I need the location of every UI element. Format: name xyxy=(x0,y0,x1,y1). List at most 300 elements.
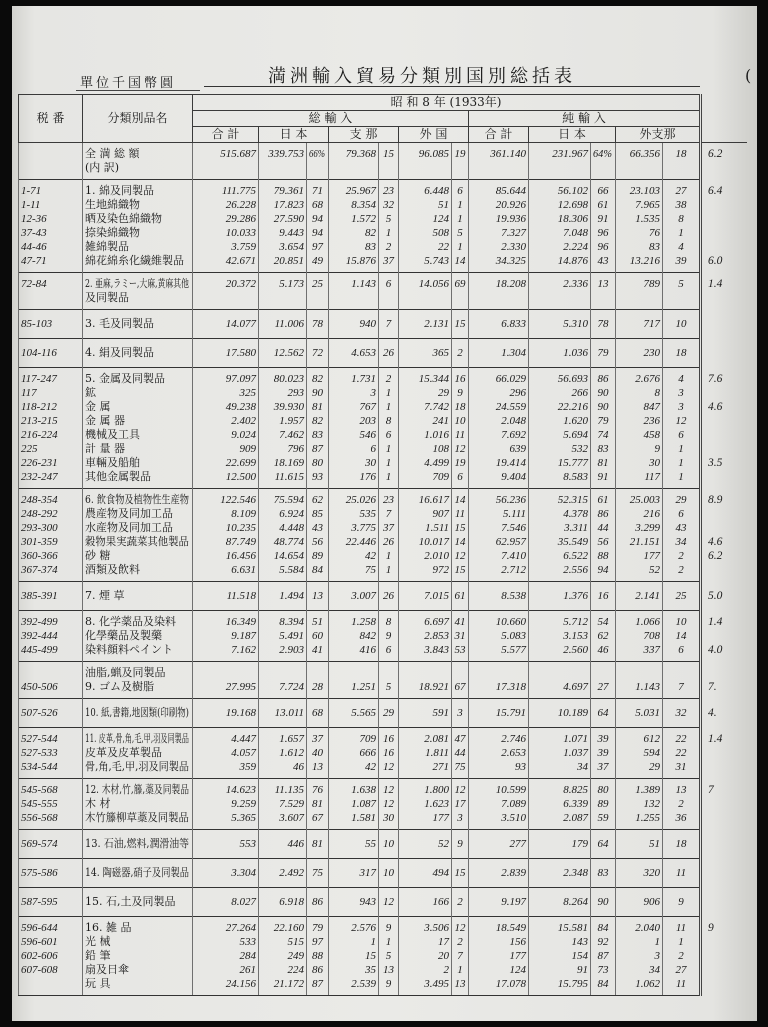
net-japan-pct-text: 86 xyxy=(597,373,609,385)
gross-foreign-pct-text: 10 xyxy=(454,415,466,427)
net-japan-pct-text: 84 xyxy=(597,978,609,990)
net-japan-pct-text: 66 xyxy=(597,185,609,197)
net-total-cell xyxy=(469,643,529,662)
net-japan-value-text: 22.216 xyxy=(557,401,588,413)
gross-japan-value-cell xyxy=(259,797,307,811)
tax-number-cell xyxy=(19,629,83,643)
gross-china-value-text: 416 xyxy=(359,644,376,656)
gross-foreign-value-text: 1.623 xyxy=(424,798,449,810)
table-row xyxy=(19,949,747,963)
gross-china-pct-text: 32 xyxy=(383,199,394,211)
gross-china-pct-cell xyxy=(379,368,399,387)
net-japan-value-text: 15.581 xyxy=(557,922,588,934)
gross-foreign-value-cell xyxy=(399,699,452,728)
table-row xyxy=(19,414,747,428)
gross-china-pct-cell xyxy=(379,830,399,859)
gross-foreign-pct-cell xyxy=(452,240,469,254)
gross-foreign-pct-cell xyxy=(452,521,469,535)
gross-foreign-pct-cell xyxy=(452,680,469,699)
net-japan-value-cell xyxy=(529,760,591,779)
table-row xyxy=(19,428,747,442)
gross-china-value-text: 35 xyxy=(365,964,376,976)
next-page-edge-text: 1.4 xyxy=(708,615,723,628)
gross-foreign-pct-text: 15 xyxy=(454,564,466,576)
net-other-pct-cell xyxy=(663,535,701,549)
net-other-pct-text: 2 xyxy=(678,798,684,810)
net-japan-value-text: 52.315 xyxy=(557,494,588,506)
gross-japan-value-cell xyxy=(259,428,307,442)
net-japan-value-text: 4.378 xyxy=(563,508,588,520)
gross-total-text: 9.187 xyxy=(231,630,256,642)
net-other-value-cell xyxy=(616,963,663,977)
net-japan-pct-text: 64% xyxy=(593,148,613,160)
net-japan-value-cell xyxy=(529,811,591,830)
gross-japan-value-text: 1.612 xyxy=(279,747,304,759)
gross-japan-pct-cell xyxy=(307,414,329,428)
gross-foreign-value-text: 20 xyxy=(438,950,449,962)
gross-japan-pct-text: 13 xyxy=(312,590,323,602)
net-total-text: 18.549 xyxy=(495,922,526,934)
gross-japan-pct-text: 86 xyxy=(312,896,323,908)
gross-foreign-value-cell xyxy=(399,386,452,400)
gross-foreign-pct-text: 7 xyxy=(457,950,463,962)
gross-foreign-value-cell xyxy=(399,339,452,368)
gross-foreign-value-cell xyxy=(399,161,452,180)
gross-foreign-pct-text: 31 xyxy=(454,630,466,642)
tax-number-text: 545-568 xyxy=(21,784,58,796)
table-row xyxy=(19,760,747,779)
net-total-text: 24.559 xyxy=(495,401,526,413)
net-japan-pct-cell xyxy=(591,428,616,442)
gross-japan-value-text: 6.918 xyxy=(279,896,304,908)
gross-foreign-value-text: 365 xyxy=(432,347,449,359)
gross-total-text: 87.749 xyxy=(225,536,256,548)
gross-foreign-value-text: 14.056 xyxy=(418,278,449,290)
gross-total-text: 14.623 xyxy=(225,784,256,796)
tax-number-cell xyxy=(19,291,83,310)
gross-japan-pct-text: 85 xyxy=(312,508,323,520)
gross-japan-pct-text: 94 xyxy=(312,213,323,225)
gross-japan-value-cell xyxy=(259,254,307,273)
gross-total-text: 9.024 xyxy=(231,429,256,441)
net-other-pct-cell xyxy=(663,339,701,368)
gross-china-value-text: 42 xyxy=(365,761,376,773)
item-name-cell xyxy=(83,963,193,977)
next-page-edge-cell xyxy=(701,198,747,212)
net-japan-pct-text: 16 xyxy=(597,590,609,602)
table-body xyxy=(19,143,747,996)
net-other-value-cell xyxy=(616,935,663,949)
gross-china-value-text: 535 xyxy=(359,508,376,520)
gross-foreign-value-cell xyxy=(399,535,452,549)
tax-number-cell xyxy=(19,368,83,387)
gross-china-value-text: 3.007 xyxy=(351,590,376,602)
next-page-edge-text: 4.6 xyxy=(708,401,723,413)
tax-number-cell xyxy=(19,949,83,963)
gross-japan-value-text: 27.590 xyxy=(273,213,304,225)
gross-japan-value-cell xyxy=(259,535,307,549)
gross-japan-value-cell xyxy=(259,273,307,292)
gross-foreign-pct-text: 12 xyxy=(454,443,466,455)
gross-china-value-cell xyxy=(329,456,379,470)
tax-number-cell xyxy=(19,611,83,630)
gross-total-text: 2.402 xyxy=(231,415,256,427)
gross-china-value-text: 940 xyxy=(359,318,376,330)
net-other-value-text: 320 xyxy=(643,867,660,879)
net-japan-pct-cell xyxy=(591,240,616,254)
net-other-pct-cell xyxy=(663,811,701,830)
net-other-pct-text: 6 xyxy=(678,429,684,441)
net-japan-pct-text: 90 xyxy=(597,896,609,908)
gross-foreign-value-cell xyxy=(399,143,452,162)
tax-number-cell xyxy=(19,830,83,859)
tax-number-cell xyxy=(19,746,83,760)
net-japan-value-cell xyxy=(529,291,591,310)
gross-japan-header-text: 日 本 xyxy=(279,127,308,141)
tax-number-text: 248-292 xyxy=(21,508,58,520)
item-name-cell xyxy=(83,386,193,400)
net-other-value-cell xyxy=(616,180,663,199)
tax-number-text: 117 xyxy=(21,387,37,399)
gross-total-text: 533 xyxy=(239,936,256,948)
gross-china-pct-cell xyxy=(379,254,399,273)
gross-foreign-value-text: 2.853 xyxy=(424,630,449,642)
gross-china-pct-text: 9 xyxy=(385,630,392,642)
gross-china-value-cell xyxy=(329,662,379,681)
gross-foreign-value-text: 1.800 xyxy=(424,784,449,796)
net-other-pct-cell xyxy=(663,161,701,180)
gross-japan-pct-text: 82 xyxy=(312,415,323,427)
net-other-value-cell xyxy=(616,582,663,611)
gross-china-pct-text: 5 xyxy=(385,681,392,693)
item-name-text: 金 属 器 xyxy=(85,414,125,427)
net-other-pct-text: 18 xyxy=(675,148,687,160)
net-japan-value-text: 14.876 xyxy=(557,255,588,267)
gross-foreign-value-cell xyxy=(399,226,452,240)
tax-number-text: 445-499 xyxy=(21,644,58,656)
gross-china-value-text: 1 xyxy=(370,936,376,948)
net-other-pct-cell xyxy=(663,760,701,779)
gross-foreign-value-cell xyxy=(399,859,452,888)
gross-japan-value-cell xyxy=(259,977,307,996)
net-other-value-text: 5.031 xyxy=(635,707,660,719)
gross-foreign-pct-cell xyxy=(452,830,469,859)
gross-foreign-value-text: 5.743 xyxy=(424,255,449,267)
net-total-text: 7.410 xyxy=(501,550,526,562)
gross-china-pct-cell xyxy=(379,811,399,830)
tax-number-text: 72-84 xyxy=(21,278,47,290)
gross-china-pct-cell xyxy=(379,662,399,681)
gross-china-value-cell xyxy=(329,535,379,549)
gross-foreign-value-cell xyxy=(399,760,452,779)
gross-foreign-pct-cell xyxy=(452,643,469,662)
gross-china-header xyxy=(329,127,399,143)
tax-number-cell xyxy=(19,339,83,368)
net-other-value-text: 132 xyxy=(643,798,660,810)
gross-total-cell xyxy=(193,428,259,442)
net-japan-value-cell xyxy=(529,254,591,273)
gross-japan-pct-text: 79 xyxy=(312,922,323,934)
net-japan-value-text: 8.825 xyxy=(563,784,588,796)
gross-japan-pct-cell xyxy=(307,180,329,199)
net-other-value-cell xyxy=(616,489,663,508)
item-name-text: 車輛及船舶 xyxy=(85,456,140,469)
net-japan-pct-cell xyxy=(591,291,616,310)
gross-japan-value-cell xyxy=(259,240,307,254)
gross-foreign-pct-cell xyxy=(452,254,469,273)
gross-japan-value-text: 1.657 xyxy=(279,733,304,745)
item-name-text: 8. 化学薬品及染料 xyxy=(85,615,176,628)
net-japan-pct-text: 74 xyxy=(597,429,609,441)
gross-china-pct-text: 10 xyxy=(383,867,394,879)
gross-foreign-pct-cell xyxy=(452,888,469,917)
net-other-value-cell xyxy=(616,811,663,830)
item-name-cell xyxy=(83,917,193,936)
gross-foreign-value-text: 271 xyxy=(432,761,449,773)
gross-foreign-pct-cell xyxy=(452,662,469,681)
net-japan-pct-text: 73 xyxy=(597,964,609,976)
net-japan-pct-cell xyxy=(591,400,616,414)
gross-foreign-pct-cell xyxy=(452,143,469,162)
net-total-header xyxy=(469,127,529,143)
net-japan-pct-cell xyxy=(591,226,616,240)
net-japan-pct-cell xyxy=(591,779,616,798)
gross-japan-value-text: 17.823 xyxy=(273,199,304,211)
gross-japan-value-cell xyxy=(259,198,307,212)
gross-foreign-pct-cell xyxy=(452,977,469,996)
next-page-edge-text: 6.4 xyxy=(708,184,723,197)
gross-foreign-value-text: 96.085 xyxy=(418,148,449,160)
net-other-pct-cell xyxy=(663,779,701,798)
gross-foreign-pct-cell xyxy=(452,746,469,760)
next-page-edge-text: 3.5 xyxy=(708,457,723,469)
net-total-cell xyxy=(469,368,529,387)
gross-japan-pct-text: 41 xyxy=(312,644,323,656)
gross-total-text: 909 xyxy=(239,443,256,455)
table-row xyxy=(19,254,747,273)
next-page-edge-cell xyxy=(701,273,747,292)
net-total-text: 2.839 xyxy=(501,867,526,879)
gross-japan-pct-text: 81 xyxy=(312,838,323,850)
net-other-pct-text: 36 xyxy=(675,812,687,824)
item-name-cell xyxy=(83,161,193,180)
net-other-value-cell xyxy=(616,917,663,936)
net-japan-value-cell xyxy=(529,470,591,489)
gross-japan-value-cell xyxy=(259,549,307,563)
gross-total-text: 6.631 xyxy=(231,564,256,576)
next-page-edge-cell xyxy=(701,977,747,996)
item-name-text: 砂 糖 xyxy=(85,549,111,562)
net-total-text: 7.546 xyxy=(501,522,526,534)
gross-china-value-cell xyxy=(329,368,379,387)
item-name-text: 晒及染色綿織物 xyxy=(85,212,162,225)
gross-foreign-pct-cell xyxy=(452,797,469,811)
gross-foreign-pct-cell xyxy=(452,161,469,180)
net-japan-value-text: 18.306 xyxy=(557,213,588,225)
gross-japan-pct-cell xyxy=(307,143,329,162)
next-page-edge-cell xyxy=(701,917,747,936)
gross-japan-pct-cell xyxy=(307,535,329,549)
net-total-text: 2.653 xyxy=(501,747,526,759)
net-total-cell xyxy=(469,611,529,630)
gross-china-pct-text: 26 xyxy=(383,590,394,602)
net-japan-pct-cell xyxy=(591,273,616,292)
gross-total-text: 3.759 xyxy=(231,241,256,253)
gross-japan-value-cell xyxy=(259,442,307,456)
gross-foreign-pct-cell xyxy=(452,368,469,387)
net-japan-pct-text: 96 xyxy=(597,227,609,239)
net-japan-pct-text: 89 xyxy=(597,798,609,810)
unit-underline xyxy=(76,90,200,91)
gross-japan-value-cell xyxy=(259,310,307,339)
item-name-text: 鉱 xyxy=(85,386,96,399)
net-japan-pct-text: 87 xyxy=(597,950,609,962)
net-other-pct-text: 8 xyxy=(678,213,684,225)
gross-japan-value-cell xyxy=(259,779,307,798)
table-row xyxy=(19,935,747,949)
net-total-text: 639 xyxy=(509,443,526,455)
gross-total-cell xyxy=(193,811,259,830)
item-name-cell xyxy=(83,535,193,549)
net-japan-pct-text: 80 xyxy=(597,784,609,796)
net-other-pct-cell xyxy=(663,456,701,470)
net-total-text: 10.599 xyxy=(495,784,526,796)
next-page-edge-cell xyxy=(701,240,747,254)
gross-foreign-pct-text: 12 xyxy=(454,922,466,934)
gross-japan-pct-cell xyxy=(307,489,329,508)
gross-china-pct-cell xyxy=(379,779,399,798)
gross-total-header-text: 合 計 xyxy=(211,127,240,141)
gross-total-cell xyxy=(193,414,259,428)
net-japan-pct-cell xyxy=(591,611,616,630)
gross-foreign-pct-text: 11 xyxy=(454,508,466,520)
gross-china-pct-cell xyxy=(379,859,399,888)
gross-foreign-pct-cell xyxy=(452,310,469,339)
gross-total-text: 16.456 xyxy=(225,550,256,562)
table-row xyxy=(19,888,747,917)
table-row xyxy=(19,662,747,681)
net-japan-pct-cell xyxy=(591,386,616,400)
gross-china-pct-text: 7 xyxy=(385,318,392,330)
gross-china-value-text: 842 xyxy=(359,630,376,642)
net-other-pct-cell xyxy=(663,582,701,611)
net-japan-value-text: 532 xyxy=(571,443,588,455)
net-other-value-text: 337 xyxy=(643,644,660,656)
gross-total-cell xyxy=(193,240,259,254)
gross-total-text: 27.995 xyxy=(225,681,256,693)
net-japan-pct-text: 44 xyxy=(597,522,609,534)
next-page-edge-cell xyxy=(701,521,747,535)
gross-japan-value-text: 249 xyxy=(287,950,304,962)
net-other-value-text: 1.066 xyxy=(635,616,660,628)
gross-total-cell xyxy=(193,643,259,662)
net-other-value-text: 216 xyxy=(643,508,660,520)
gross-china-pct-cell xyxy=(379,240,399,254)
gross-china-pct-text: 1 xyxy=(385,564,392,576)
net-japan-pct-cell xyxy=(591,643,616,662)
gross-china-pct-cell xyxy=(379,212,399,226)
tax-number-text: 527-533 xyxy=(21,747,58,759)
next-page-edge-text: 6.2 xyxy=(708,148,723,160)
next-page-edge-text: 4. xyxy=(708,707,717,719)
gross-total-text: 24.156 xyxy=(225,978,256,990)
gross-china-value-cell xyxy=(329,629,379,643)
net-other-pct-cell xyxy=(663,643,701,662)
next-page-edge-cell xyxy=(701,442,747,456)
net-japan-pct-text: 39 xyxy=(597,747,609,759)
net-other-value-cell xyxy=(616,212,663,226)
tax-number-cell xyxy=(19,400,83,414)
gross-china-value-cell xyxy=(329,977,379,996)
gross-japan-pct-cell xyxy=(307,662,329,681)
gross-japan-value-cell xyxy=(259,386,307,400)
net-total-cell xyxy=(469,699,529,728)
gross-japan-pct-cell xyxy=(307,563,329,582)
net-other-value-text: 1 xyxy=(654,936,660,948)
tax-number-cell xyxy=(19,470,83,489)
gross-foreign-pct-text: 6 xyxy=(457,471,463,483)
net-other-pct-text: 22 xyxy=(675,747,687,759)
gross-china-pct-cell xyxy=(379,935,399,949)
tax-number-cell xyxy=(19,456,83,470)
net-japan-pct-cell xyxy=(591,797,616,811)
net-total-text: 156 xyxy=(509,936,526,948)
net-other-value-cell xyxy=(616,949,663,963)
tax-number-text: 587-595 xyxy=(21,896,58,908)
tax-number-text: 85-103 xyxy=(21,318,53,330)
net-other-value-cell xyxy=(616,830,663,859)
gross-japan-pct-cell xyxy=(307,582,329,611)
gross-china-value-text: 1.572 xyxy=(351,213,376,225)
net-other-pct-cell xyxy=(663,549,701,563)
net-total-cell xyxy=(469,273,529,292)
tax-number-cell xyxy=(19,963,83,977)
gross-total-text: 8.027 xyxy=(231,896,256,908)
tax-number-cell xyxy=(19,699,83,728)
gross-china-value-cell xyxy=(329,507,379,521)
net-total-text: 93 xyxy=(515,761,526,773)
net-total-cell xyxy=(469,549,529,563)
gross-japan-value-text: 3.607 xyxy=(279,812,304,824)
gross-total-text: 5.365 xyxy=(231,812,256,824)
net-japan-pct-text: 64 xyxy=(597,707,609,719)
gross-china-pct-text: 12 xyxy=(383,798,394,810)
net-total-cell xyxy=(469,507,529,521)
net-other-value-text: 1.062 xyxy=(635,978,660,990)
gross-china-value-text: 176 xyxy=(359,471,376,483)
net-other-pct-text: 4 xyxy=(678,241,684,253)
gross-foreign-pct-cell xyxy=(452,629,469,643)
net-japan-pct-cell xyxy=(591,456,616,470)
gross-foreign-pct-cell xyxy=(452,859,469,888)
gross-japan-pct-text: 68 xyxy=(312,707,323,719)
gross-foreign-header-text: 外 国 xyxy=(419,127,448,141)
item-name-cell xyxy=(83,470,193,489)
gross-foreign-value-text: 16.617 xyxy=(418,494,449,506)
tax-number-cell xyxy=(19,549,83,563)
net-other-value-cell xyxy=(616,414,663,428)
net-other-value-text: 8 xyxy=(654,387,660,399)
tax-number-cell xyxy=(19,226,83,240)
gross-japan-value-cell xyxy=(259,161,307,180)
gross-total-cell xyxy=(193,563,259,582)
net-total-cell xyxy=(469,535,529,549)
gross-china-pct-text: 16 xyxy=(383,747,394,759)
net-japan-value-text: 8.583 xyxy=(563,471,588,483)
gross-china-pct-text: 2 xyxy=(385,241,392,253)
net-other-value-cell xyxy=(616,310,663,339)
net-other-value-text: 21.151 xyxy=(629,536,660,548)
